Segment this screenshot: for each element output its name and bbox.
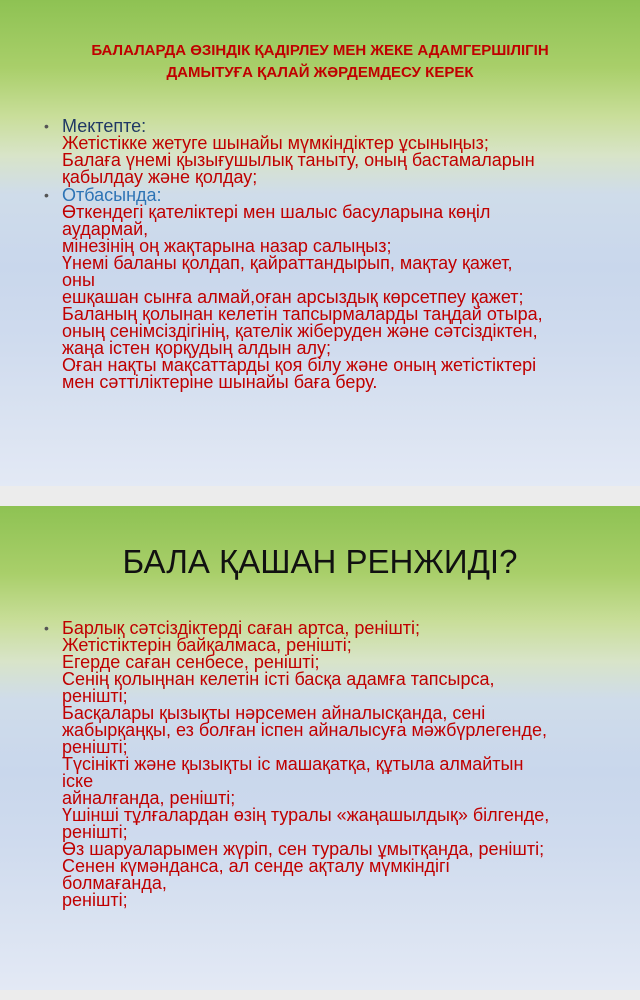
resentment-line: болмағанда, [62, 873, 167, 893]
family-line: мен сәттіліктеріне шынайы баға беру. [62, 372, 378, 392]
school-line: Жетістікке жетуге шынайы мүмкіндіктер ұсыныңыз; [62, 133, 489, 153]
resentment-bullet [44, 620, 614, 909]
family-line: ешқашан сынға алмай,оған арсыздық көрсетпеу қажет; [62, 287, 524, 307]
slide-1-title-line: ДАМЫТУҒА ҚАЛАЙ ЖӘРДЕМДЕСУ КЕРЕК [166, 64, 474, 81]
resentment-line: Басқалары қызықты нәрсемен айналысқанда, сені [62, 703, 486, 723]
resentment-line: Жетістіктерін байқалмаса, ренішті; [62, 635, 352, 655]
slide-2-bullet-list [44, 620, 614, 909]
family-line: аудармай, [62, 219, 149, 239]
resentment-line: Өз шаруаларымен жүріп, сен туралы ұмытқанда, ренішті; [62, 839, 545, 859]
slide-1 [0, 0, 640, 486]
resentment-line: жабырқаңқы, ез болған іспен айналысуға мәжбүрлегенде, [62, 720, 547, 740]
slide-1-title-line: БАЛАЛАРДА ӨЗІНДІК ҚАДІРЛЕУ МЕН ЖЕКЕ АДАМГЕРШІЛІГІН [91, 42, 549, 59]
resentment-line: іске [62, 771, 94, 791]
slide-2 [0, 506, 640, 990]
family-heading: • Отбасында: [62, 185, 162, 205]
school-line: Балаға үнемі қызығушылық таныту, оның бастамаларын [62, 150, 535, 170]
school-bullet [44, 118, 614, 186]
resentment-line: ренішті; [62, 737, 128, 757]
resentment-line: ренішті; [62, 822, 128, 842]
resentment-line: Егерде саған сенбесе, ренішті; [62, 652, 320, 672]
family-line: жаңа істен қорқудың алдын алу; [62, 338, 331, 358]
family-line: оның сенімсіздігінің, қателік жіберуден және сәтсіздіктен, [62, 321, 538, 341]
slide-1-bullet-list [44, 118, 614, 391]
family-line: Үнемі баланы қолдап, қайраттандырып, мақтау қажет, [62, 253, 513, 273]
slide-1-title [40, 40, 600, 84]
resentment-line: айналғанда, ренішті; [62, 788, 236, 808]
family-bullet [44, 187, 614, 391]
resentment-line: Түсінікті және қызықты іс машақатқа, құтыла алмайтын [62, 754, 524, 774]
family-line: мінезінің оң жақтарына назар салыңыз; [62, 236, 392, 256]
family-line: Оған нақты мақсаттарды қоя білу және оның жетістіктері [62, 355, 537, 375]
school-heading: • Мектепте: [62, 116, 147, 136]
resentment-line: • Барлық сәтсіздіктерді саған артса, ренішті; [62, 618, 421, 638]
school-line: қабылдау және қолдау; [62, 167, 258, 187]
slide-2-title: БАЛА ҚАШАН РЕНЖИДІ? [122, 543, 518, 580]
family-line: Баланың қолынан келетін тапсырмаларды таңдай отыра, [62, 304, 543, 324]
family-line: оны [62, 270, 95, 290]
resentment-line: Үшінші тұлғалардан өзің туралы «жаңашылдық» білгенде, [62, 805, 550, 825]
family-line: Өткендегі қателіктері мен шалыс басуларына көңіл [62, 202, 491, 222]
resentment-line: ренішті; [62, 686, 128, 706]
resentment-line: Сенің қолыңнан келетін істі басқа адамға тапсырса, [62, 669, 495, 689]
resentment-line: Сенен күмәнданса, ал сенде ақталу мүмкіндігі [62, 856, 450, 876]
resentment-line: ренішті; [62, 890, 128, 910]
